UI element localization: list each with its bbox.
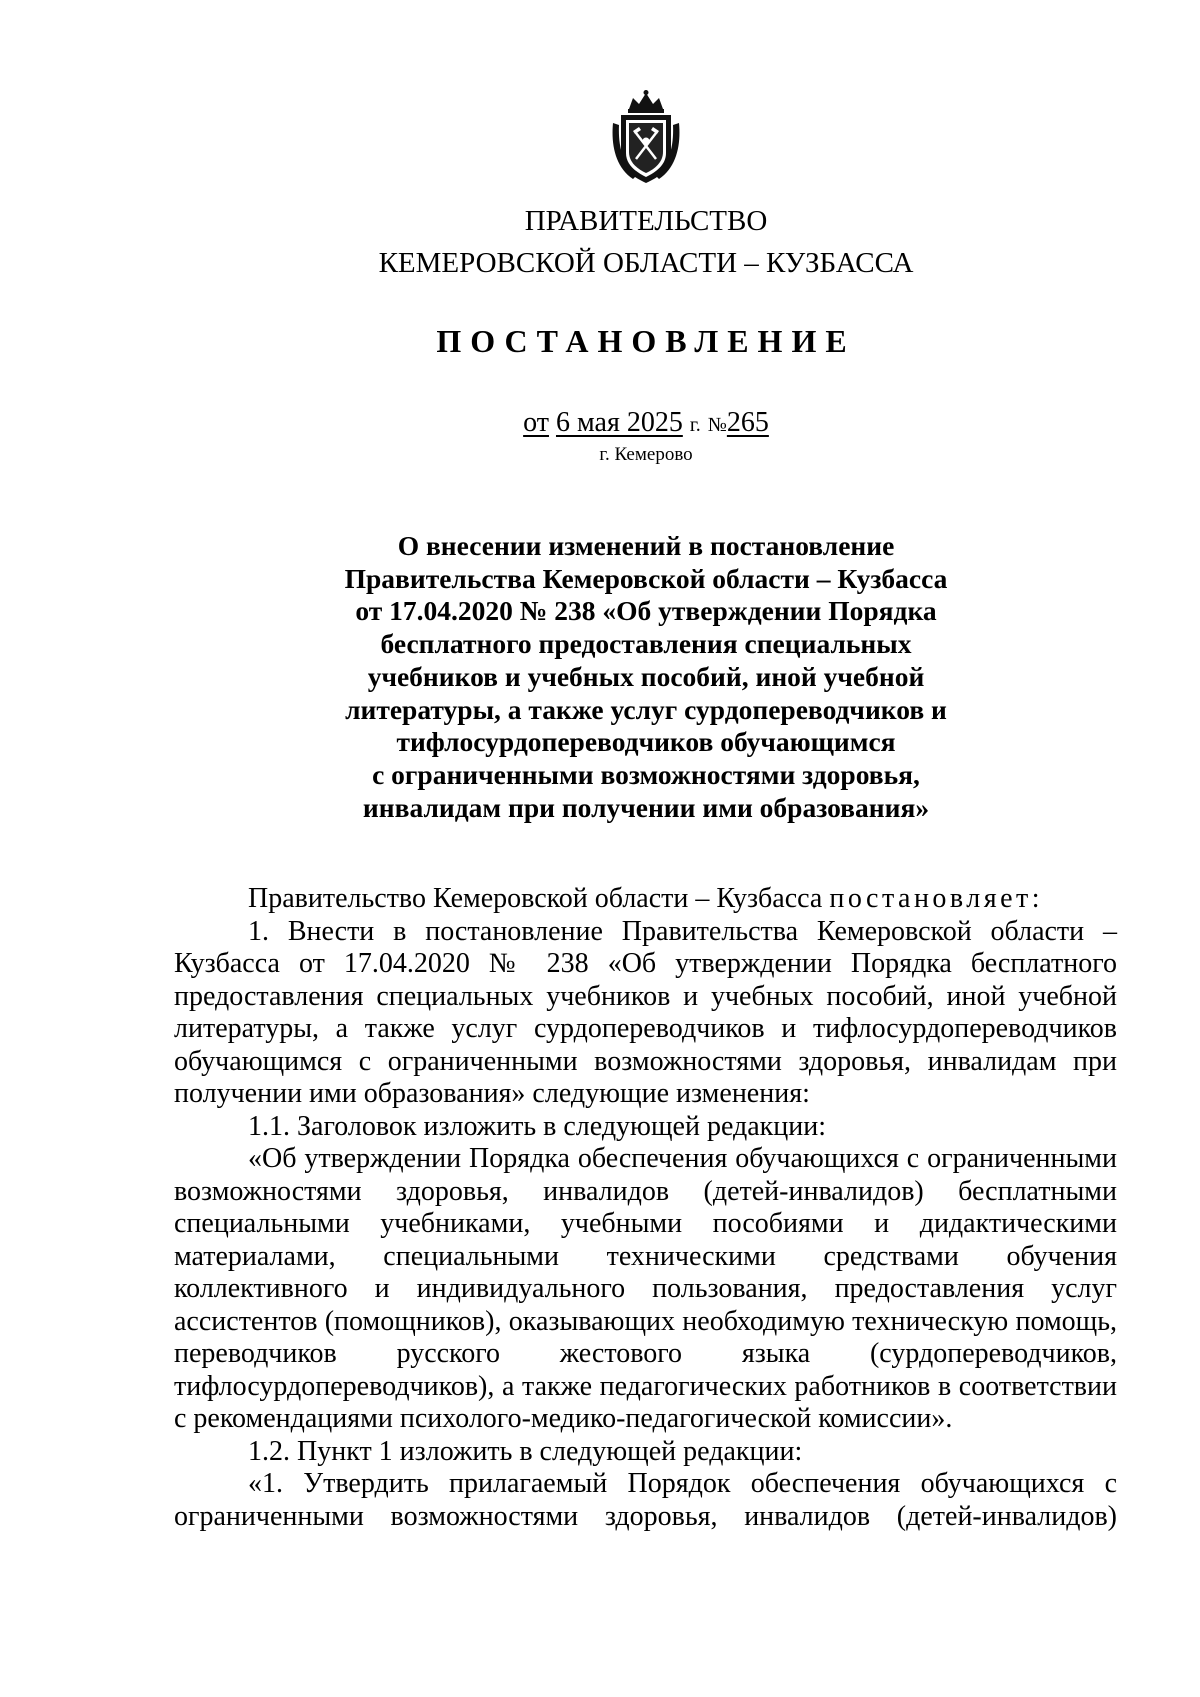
org-name-line1: ПРАВИТЕЛЬСТВО: [524, 205, 768, 237]
title-line: от 17.04.2020 № 238 «Об утверждении Порядка: [355, 595, 937, 627]
document-body: [174, 883, 1117, 1533]
preamble-paragraph: [174, 883, 1117, 916]
paragraph-1-1: 1.1. Заголовок изложить в следующей редакции:: [248, 1110, 827, 1142]
title-line: с ограниченными возможностями здоровья,: [372, 758, 920, 790]
title-line: литературы, а также услуг сурдопереводчиков и: [345, 693, 947, 725]
date-prefix: от: [523, 407, 549, 438]
title-line: бесплатного предоставления специальных: [380, 628, 912, 660]
document-number: 265: [726, 407, 769, 438]
number-sign: №: [707, 414, 727, 436]
title-line: тифлосурдопереводчиков обучающимся: [396, 726, 896, 758]
title-line: инвалидам при получении ими образования»: [362, 791, 930, 823]
document-title: [0, 530, 1200, 824]
document-date: 6 мая 2025: [555, 407, 683, 438]
city-name: г. Кемерово: [599, 444, 693, 465]
title-line: Правительства Кемеровской области – Кузбасса: [344, 562, 948, 594]
coat-of-arms-emblem: [609, 89, 683, 185]
date-number-line: [0, 407, 1200, 441]
org-name-line2: КЕМЕРОВСКОЙ ОБЛАСТИ – КУЗБАССА: [378, 247, 914, 279]
quoted-title-text: «Об утверждении Порядка обеспечения обучающихся с ограниченными возможностями здоровья, инвалидов (детей-инвалидов) бесплатными специальными учебниками, учебными пособиями и дидактическими материалами, специальными техническими средствами обучения коллективного и индивидуального пользования, предоставления услуг ассистентов (помощников), оказывающих необходимую техническую помощь, переводчиков русского жестового языка (сурдопереводчиков, тифлосурдопереводчиков), а также педагогических работников в соответствии с рекомендациями психолого-медико-педагогической комиссии».: [174, 1143, 1117, 1434]
preamble-text: Правительство Кемеровской области – Кузбасса: [248, 883, 823, 914]
title-line: учебников и учебных пособий, иной учебной: [367, 660, 925, 692]
year-suffix: г.: [689, 414, 701, 436]
document-type-heading: ПОСТАНОВЛЕНИЕ: [436, 323, 856, 359]
paragraph-1-2: 1.2. Пункт 1 изложить в следующей редакции:: [248, 1435, 803, 1467]
preamble-resolves: постановляет:: [829, 883, 1044, 914]
title-line: О внесении изменений в постановление: [397, 530, 895, 561]
quoted-point-1-text: «1. Утвердить прилагаемый Порядок обеспечения обучающихся с ограниченными возможностями здоровья, инвалидов (детей-инвалидов): [174, 1468, 1117, 1532]
paragraph-1: 1. Внести в постановление Правительства Кемеровской области – Кузбасса от 17.04.2020 № 238 «Об утверждении Порядка бесплатного предоставления специальных учебников и учебных пособий, иной учебной литературы, а также услуг сурдопереводчиков и тифлосурдопереводчиков обучающимся с ограниченными возможностями здоровья, инвалидам при получении ими образования» следующие изменения:: [174, 915, 1117, 1109]
